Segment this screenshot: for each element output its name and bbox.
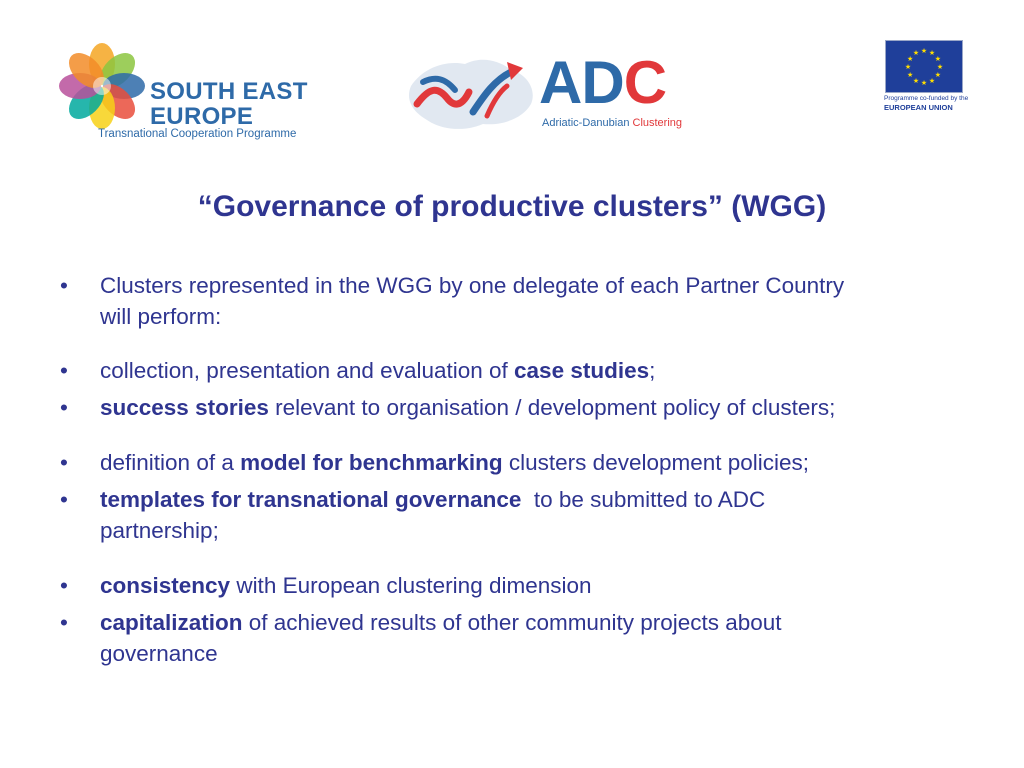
bullet-6-bold: consistency: [100, 573, 231, 598]
adc-map-arrows-icon: [403, 46, 541, 138]
bullet-4-post: clusters development policies;: [502, 450, 810, 475]
bullet-4-bold: model for benchmarking: [240, 450, 503, 475]
bullet-7-bold: capitalization: [100, 610, 243, 635]
eu-stars-icon: [886, 41, 962, 92]
eu-star-icon: ★: [928, 49, 936, 58]
bullet-5-bold: templates for transnational governance: [100, 487, 522, 512]
bullet-1-line2: will perform:: [100, 304, 222, 329]
bullet-glyph: •: [60, 487, 68, 512]
bullet-item-2: [60, 355, 960, 386]
bullet-5-post: to be submitted to ADC: [521, 487, 766, 512]
bullet-3-bold: success stories: [100, 395, 269, 420]
adc-letter-a: A: [539, 49, 582, 116]
bullet-2-post: ;: [649, 358, 656, 383]
bullet-item-7: [60, 607, 960, 669]
south-east-europe-logo: [58, 42, 318, 146]
bullet-3-post: relevant to organisation / development policy of clusters;: [268, 395, 836, 420]
see-flower-mark-icon: [58, 42, 146, 130]
bullet-glyph: •: [60, 450, 68, 475]
bullet-item-6: [60, 570, 960, 601]
eu-star-icon: ★: [912, 76, 920, 85]
see-logo-line1: SOUTH EAST: [150, 78, 308, 105]
eu-star-icon: ★: [934, 55, 941, 63]
adc-logo: [403, 46, 693, 138]
see-logo-subtitle: Transnational Cooperation Programme: [98, 128, 297, 140]
bullet-glyph: •: [60, 573, 68, 598]
bullet-glyph: •: [60, 395, 68, 420]
bullet-item-1: [60, 270, 960, 332]
bullet-item-3: [60, 392, 960, 423]
eu-star-icon: ★: [904, 63, 912, 71]
bullet-7-cont: governance: [100, 641, 218, 666]
bullet-4-pre: definition of a: [100, 450, 241, 475]
bullet-glyph: •: [60, 273, 68, 298]
bullet-item-5: [60, 484, 960, 546]
bullet-glyph: •: [60, 610, 68, 635]
bullet-5-cont: partnership;: [100, 518, 219, 543]
eu-star-icon: ★: [920, 47, 928, 55]
see-center: [93, 77, 111, 95]
bullet-1-line1: Clusters represented in the WGG by one delegate of each Partner Country: [100, 273, 845, 298]
adc-wordmark: [539, 49, 667, 116]
eu-star-icon: ★: [907, 71, 914, 79]
bullet-2-pre: collection, presentation and evaluation of: [100, 358, 515, 383]
eu-star-icon: ★: [928, 76, 936, 85]
adc-letter-d: D: [581, 49, 624, 116]
bullet-2-bold: case studies: [514, 358, 650, 383]
bullet-6-post: with European clustering dimension: [230, 573, 592, 598]
slide-title: “Governance of productive clusters” (WGG): [197, 190, 827, 223]
bullet-7-post: of achieved results of other community projects about: [242, 610, 782, 635]
eu-flag-icon: [885, 40, 963, 93]
eu-caption-line1: Programme co-funded by the: [884, 95, 969, 102]
eu-star-icon: ★: [934, 71, 941, 79]
adc-subtitle: [542, 117, 682, 129]
see-logo-line2: EUROPE: [150, 103, 254, 130]
bullet-item-4: [60, 447, 960, 478]
see-logo-wordmark: [150, 79, 308, 129]
adc-subtitle-part2: Clustering: [632, 117, 683, 129]
eu-star-icon: ★: [912, 49, 920, 58]
eu-caption-line2: EUROPEAN UNION: [884, 103, 953, 112]
adc-subtitle-part1: Adriatic-Danubian: [542, 117, 633, 129]
adc-letter-c: C: [623, 49, 667, 116]
bullet-glyph: •: [60, 358, 68, 383]
eu-star-icon: ★: [920, 79, 928, 87]
eu-star-icon: ★: [936, 63, 944, 71]
eu-star-icon: ★: [907, 55, 914, 63]
eu-cofunding-logo: [884, 40, 969, 114]
